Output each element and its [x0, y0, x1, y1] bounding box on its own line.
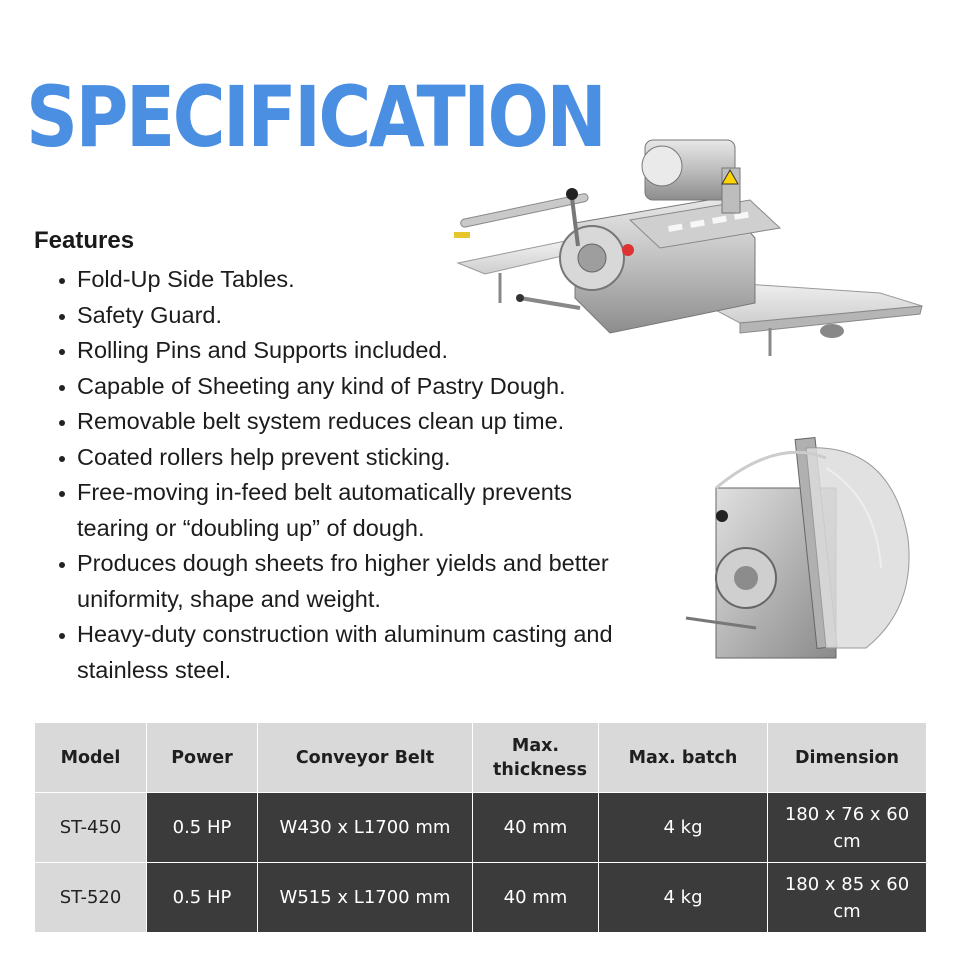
feature-item: Safety Guard. [34, 298, 674, 334]
feature-item: Heavy-duty construction with aluminum casting and stainless steel. [34, 617, 667, 688]
column-header: Conveyor Belt [258, 723, 473, 793]
conveyor-belt-cell: W430 x L1700 mm [258, 793, 473, 863]
folded-sheeter-image [676, 428, 916, 668]
feature-item: Capable of Sheeting any kind of Pastry Dough. [34, 369, 674, 405]
column-header: Dimension [768, 723, 927, 793]
dough-sheeter-image [440, 128, 930, 368]
bullet-icon [59, 420, 65, 426]
model-cell: ST-450 [35, 793, 147, 863]
feature-item: Free-moving in-feed belt automatically prevents tearing or “doubling up” of dough. [34, 475, 647, 546]
bullet-icon [59, 385, 65, 391]
max-batch-cell: 4 kg [599, 793, 768, 863]
bullet-icon [59, 562, 65, 568]
bullet-icon [59, 349, 65, 355]
feature-item: Removable belt system reduces clean up time. [34, 404, 674, 440]
feature-item: Coated rollers help prevent sticking. [34, 440, 674, 476]
power-cell: 0.5 HP [147, 793, 258, 863]
table-header-row [35, 723, 927, 793]
feature-item: Rolling Pins and Supports included. [34, 333, 674, 369]
column-header: Max. thickness [473, 723, 599, 793]
bullet-icon [59, 278, 65, 284]
max-batch-cell: 4 kg [599, 863, 768, 933]
max-thickness-cell: 40 mm [473, 793, 599, 863]
bullet-icon [59, 491, 65, 497]
page-title: SPECIFICATION [26, 68, 605, 166]
bullet-icon [59, 456, 65, 462]
feature-item: Produces dough sheets fro higher yields and better uniformity, shape and weight. [34, 546, 637, 617]
bullet-icon [59, 633, 65, 639]
model-cell: ST-520 [35, 863, 147, 933]
bullet-icon [59, 314, 65, 320]
table-row [35, 863, 927, 933]
power-cell: 0.5 HP [147, 863, 258, 933]
dimension-cell: 180 x 85 x 60 cm [768, 863, 927, 933]
column-header: Model [35, 723, 147, 793]
column-header: Power [147, 723, 258, 793]
column-header: Max. batch [599, 723, 768, 793]
dimension-cell: 180 x 76 x 60 cm [768, 793, 927, 863]
specification-table [34, 722, 927, 933]
feature-item: Fold-Up Side Tables. [34, 262, 674, 298]
max-thickness-cell: 40 mm [473, 863, 599, 933]
features-heading: Features [34, 227, 135, 254]
conveyor-belt-cell: W515 x L1700 mm [258, 863, 473, 933]
table-row [35, 793, 927, 863]
